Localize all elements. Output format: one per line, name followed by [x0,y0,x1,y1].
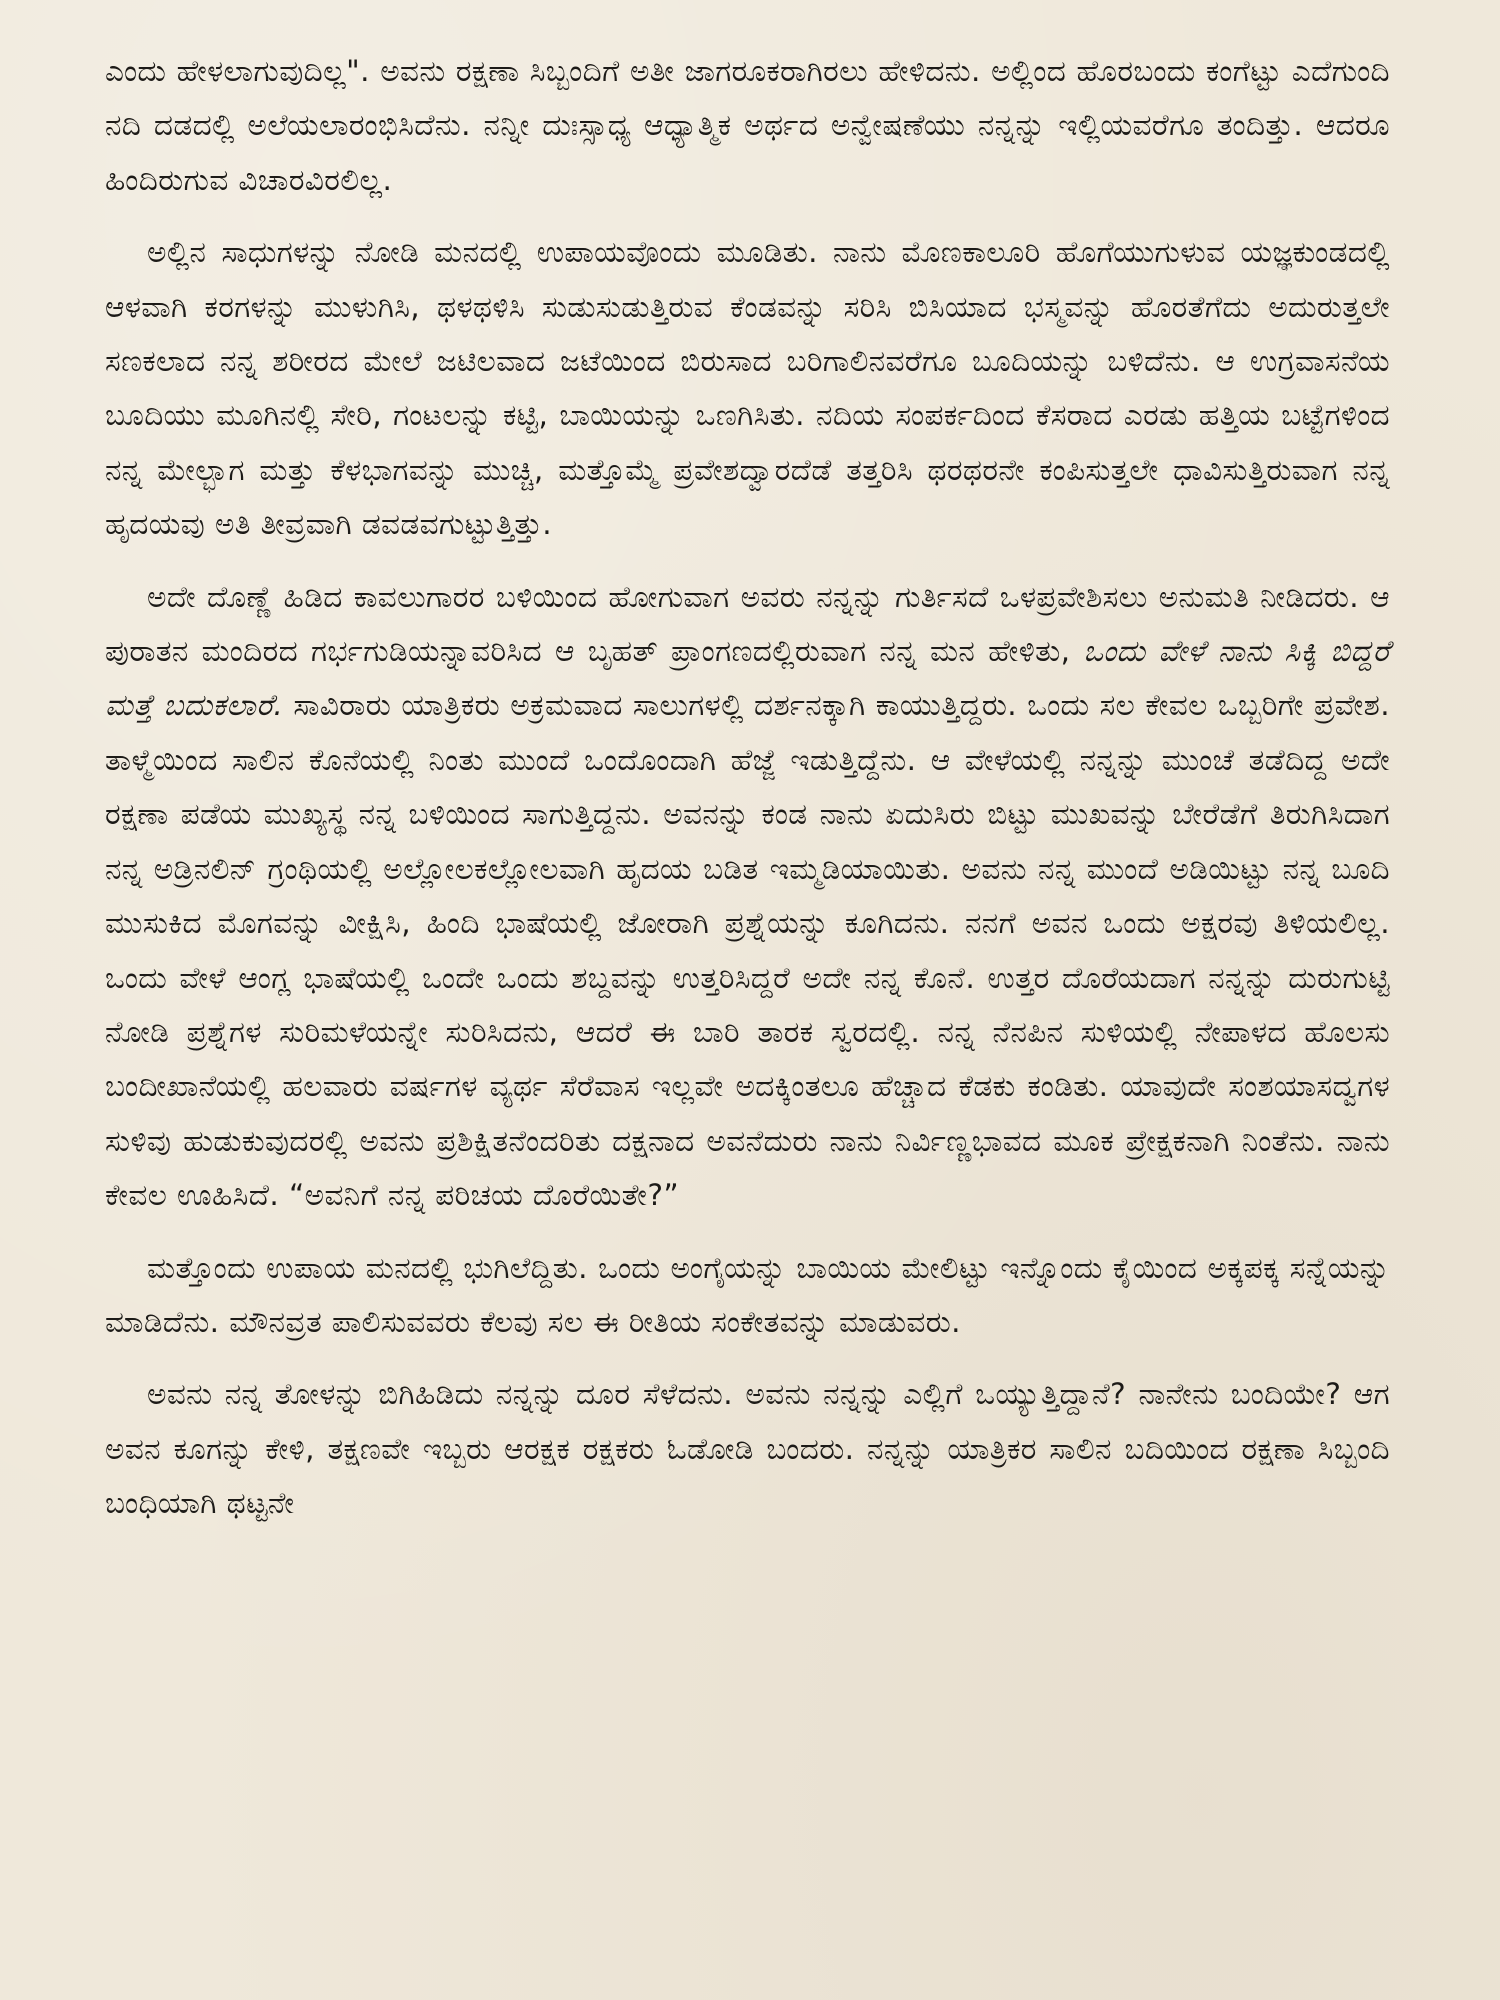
paragraph-4 [105,1241,1390,1350]
paragraph-3-text-rest: ಸಾವಿರಾರು ಯಾತ್ರಿಕರು ಅಕ್ರಮವಾದ ಸಾಲುಗಳಲ್ಲಿ ದರ್ಶನಕ್ಕಾಗಿ ಕಾಯುತ್ತಿದ್ದರು. ಒಂದು ಸಲ ಕೇವಲ ಒಬ್ಬರಿಗೇ ಪ್ರವೇಶ. ತಾಳ್ಮೆಯಿಂದ ಸಾಲಿನ ಕೊನೆಯಲ್ಲಿ ನಿಂತು ಮುಂದೆ ಒಂದೊಂದಾಗಿ ಹೆಜ್ಜೆ ಇಡುತ್ತಿದ್ದೆನು. ಆ ವೇಳೆಯಲ್ಲಿ ನನ್ನನ್ನು ಮುಂಚೆ ತಡೆದಿದ್ದ ಅದೇ ರಕ್ಷಣಾ ಪಡೆಯ ಮುಖ್ಯಸ್ಥ ನನ್ನ ಬಳಿಯಿಂದ ಸಾಗುತ್ತಿದ್ದನು. ಅವನನ್ನು ಕಂಡ ನಾನು ಏದುಸಿರು ಬಿಟ್ಟು ಮುಖವನ್ನು ಬೇರೆಡೆಗೆ ತಿರುಗಿಸಿದಾಗ ನನ್ನ ಅಡ್ರಿನಲಿನ್ ಗ್ರಂಥಿಯಲ್ಲಿ ಅಲ್ಲೋಲಕಲ್ಲೋಲವಾಗಿ ಹೃದಯ ಬಡಿತ ಇಮ್ಮಡಿಯಾಯಿತು. ಅವನು ನನ್ನ ಮುಂದೆ ಅಡಿಯಿಟ್ಟು ನನ್ನ ಬೂದಿ ಮುಸುಕಿದ ಮೊಗವನ್ನು ವೀಕ್ಷಿಸಿ, ಹಿಂದಿ ಭಾಷೆಯಲ್ಲಿ ಜೋರಾಗಿ ಪ್ರಶ್ನೆಯನ್ನು ಕೂಗಿದನು. ನನಗೆ ಅವನ ಒಂದು ಅಕ್ಷರವು ತಿಳಿಯಲಿಲ್ಲ. ಒಂದು ವೇಳೆ ಆಂಗ್ಲ ಭಾಷೆಯಲ್ಲಿ ಒಂದೇ ಒಂದು ಶಬ್ದವನ್ನು ಉತ್ತರಿಸಿದ್ದರೆ ಅದೇ ನನ್ನ ಕೊನೆ. ಉತ್ತರ ದೊರೆಯದಾಗ ನನ್ನನ್ನು ದುರುಗುಟ್ಟಿ ನೋಡಿ ಪ್ರಶ್ನೆಗಳ ಸುರಿಮಳೆಯನ್ನೇ ಸುರಿಸಿದನು, ಆದರೆ ಈ ಬಾರಿ ತಾರಕ ಸ್ವರದಲ್ಲಿ. ನನ್ನ ನೆನಪಿನ ಸುಳಿಯಲ್ಲಿ ನೇಪಾಳದ ಹೊಲಸು ಬಂದೀಖಾನೆಯಲ್ಲಿ ಹಲವಾರು ವರ್ಷಗಳ ವ್ಯರ್ಥ ಸೆರೆವಾಸ ಇಲ್ಲವೇ ಅದಕ್ಕಿಂತಲೂ ಹೆಚ್ಚಾದ ಕೆಡಕು ಕಂಡಿತು. ಯಾವುದೇ ಸಂಶಯಾಸದ್ವಗಳ ಸುಳಿವು ಹುಡುಕುವುದರಲ್ಲಿ ಅವನು ಪ್ರಶಿಕ್ಷಿತನೆಂದರಿತು ದಕ್ಷನಾದ ಅವನೆದುರು ನಾನು ನಿರ್ವಿಣ್ಣಭಾವದ ಮೂಕ ಪ್ರೇಕ್ಷಕನಾಗಿ ನಿಂತೆನು. ನಾನು ಕೇವಲ ಊಹಿಸಿದೆ. “ಅವನಿಗೆ ನನ್ನ ಪರಿಚಯ ದೊರೆಯಿತೇ?” [105,688,1390,1213]
paragraph-5-text: ಅವನು ನನ್ನ ತೋಳನ್ನು ಬಿಗಿಹಿಡಿದು ನನ್ನನ್ನು ದೂರ ಸೆಳೆದನು. ಅವನು ನನ್ನನ್ನು ಎಲ್ಲಿಗೆ ಒಯ್ಯುತ್ತಿದ್ದಾನೆ? ನಾನೇನು ಬಂದಿಯೇ? ಆಗ ಅವನ ಕೂಗನ್ನು ಕೇಳಿ, ತಕ್ಷಣವೇ ಇಬ್ಬರು ಆರಕ್ಷಕ ರಕ್ಷಕರು ಓಡೋಡಿ ಬಂದರು. ನನ್ನನ್ನು ಯಾತ್ರಿಕರ ಸಾಲಿನ ಬದಿಯಿಂದ ರಕ್ಷಣಾ ಸಿಬ್ಬಂದಿ ಬಂಧಿಯಾಗಿ ಥಟ್ಟನೇ [105,1377,1390,1521]
paragraph-4-text: ಮತ್ತೊಂದು ಉಪಾಯ ಮನದಲ್ಲಿ ಭುಗಿಲೆದ್ದಿತು. ಒಂದು ಅಂಗೈಯನ್ನು ಬಾಯಿಯ ಮೇಲಿಟ್ಟು ಇನ್ನೊಂದು ಕೈಯಿಂದ ಅಕ್ಕಪಕ್ಕ ಸನ್ನೆಯನ್ನು ಮಾಡಿದೆನು. ಮೌನವ್ರತ ಪಾಲಿಸುವವರು ಕೆಲವು ಸಲ ಈ ರೀತಿಯ ಸಂಕೇತವನ್ನು ಮಾಡುವರು. [105,1250,1390,1339]
paragraph-2-text: ಅಲ್ಲಿನ ಸಾಧುಗಳನ್ನು ನೋಡಿ ಮನದಲ್ಲಿ ಉಪಾಯವೊಂದು ಮೂಡಿತು. ನಾನು ಮೊಣಕಾಲೂರಿ ಹೊಗೆಯುಗುಳುವ ಯಜ್ಞಕುಂಡದಲ್ಲಿ ಆಳವಾಗಿ ಕರಗಳನ್ನು ಮುಳುಗಿಸಿ, ಥಳಥಳಿಸಿ ಸುಡುಸುಡುತ್ತಿರುವ ಕೆಂಡವನ್ನು ಸರಿಸಿ ಬಿಸಿಯಾದ ಭಸ್ಮವನ್ನು ಹೊರತೆಗೆದು ಅದುರುತ್ತಲೇ ಸಣಕಲಾದ ನನ್ನ ಶರೀರದ ಮೇಲೆ ಜಟಿಲವಾದ ಜಟೆಯಿಂದ ಬಿರುಸಾದ ಬರಿಗಾಲಿನವರೆಗೂ ಬೂದಿಯನ್ನು ಬಳಿದೆನು. ಆ ಉಗ್ರವಾಸನೆಯ ಬೂದಿಯು ಮೂಗಿನಲ್ಲಿ ಸೇರಿ, ಗಂಟಲನ್ನು ಕಟ್ಟಿ, ಬಾಯಿಯನ್ನು ಒಣಗಿಸಿತು. ನದಿಯ ಸಂಪರ್ಕದಿಂದ ಕೆಸರಾದ ಎರಡು ಹತ್ತಿಯ ಬಟ್ಟೆಗಳಿಂದ ನನ್ನ ಮೇಲ್ಭಾಗ ಮತ್ತು ಕೆಳಭಾಗವನ್ನು ಮುಚ್ಚಿ, ಮತ್ತೊಮ್ಮೆ ಪ್ರವೇಶದ್ವಾರದೆಡೆ ತತ್ತರಿಸಿ ಥರಥರನೇ ಕಂಪಿಸುತ್ತಲೇ ಧಾವಿಸುತ್ತಿರುವಾಗ ನನ್ನ ಹೃದಯವು ಅತಿ ತೀವ್ರವಾಗಿ ಡವಡವಗುಟ್ಟುತ್ತಿತ್ತು. [105,235,1390,542]
paragraph-3-text-start: ಅದೇ ದೊಣ್ಣೆ ಹಿಡಿದ ಕಾವಲುಗಾರರ ಬಳಿಯಿಂದ ಹೋಗುವಾಗ ಅವರು ನನ್ನನ್ನು ಗುರ್ತಿಸದೆ ಒಳಪ್ರವೇಶಿಸಲು ಅನುಮತಿ ನೀಡಿದರು. ಆ ಪುರಾತನ ಮಂದಿರದ ಗರ್ಭಗುಡಿಯನ್ನಾವರಿಸಿದ ಆ ಬೃಹತ್ ಪ್ರಾಂಗಣದಲ್ಲಿರುವಾಗ ನನ್ನ ಮನ ಹೇಳಿತು, [105,579,1390,669]
paragraph-5 [105,1367,1390,1530]
paragraph-3 [105,570,1390,1223]
paragraph-1 [105,44,1390,207]
paragraph-1-text: ಎಂದು ಹೇಳಲಾಗುವುದಿಲ್ಲ". ಅವನು ರಕ್ಷಣಾ ಸಿಬ್ಬಂದಿಗೆ ಅತೀ ಜಾಗರೂಕರಾಗಿರಲು ಹೇಳಿದನು. ಅಲ್ಲಿಂದ ಹೊರಬಂದು ಕಂಗೆಟ್ಟು ಎದೆಗುಂದಿ ನದಿ ದಡದಲ್ಲಿ ಅಲೆಯಲಾರಂಭಿಸಿದೆನು. ನನ್ನೀ ದುಃಸ್ಸಾಧ್ಯ ಆಧ್ಯಾತ್ಮಿಕ ಅರ್ಥದ ಅನ್ವೇಷಣೆಯು ನನ್ನನ್ನು ಇಲ್ಲಿಯವರೆಗೂ ತಂದಿತ್ತು. ಆದರೂ ಹಿಂದಿರುಗುವ ವಿಚಾರವಿರಲಿಲ್ಲ. [105,54,1390,197]
paragraph-3-italic-thought: ಒಂದು ವೇಳೆ ನಾನು ಸಿಕ್ಕಿ ಬಿದ್ದರೆ ಮತ್ತೆ ಬದುಕಲಾರೆ. [105,634,1390,723]
paragraph-2 [105,225,1390,551]
